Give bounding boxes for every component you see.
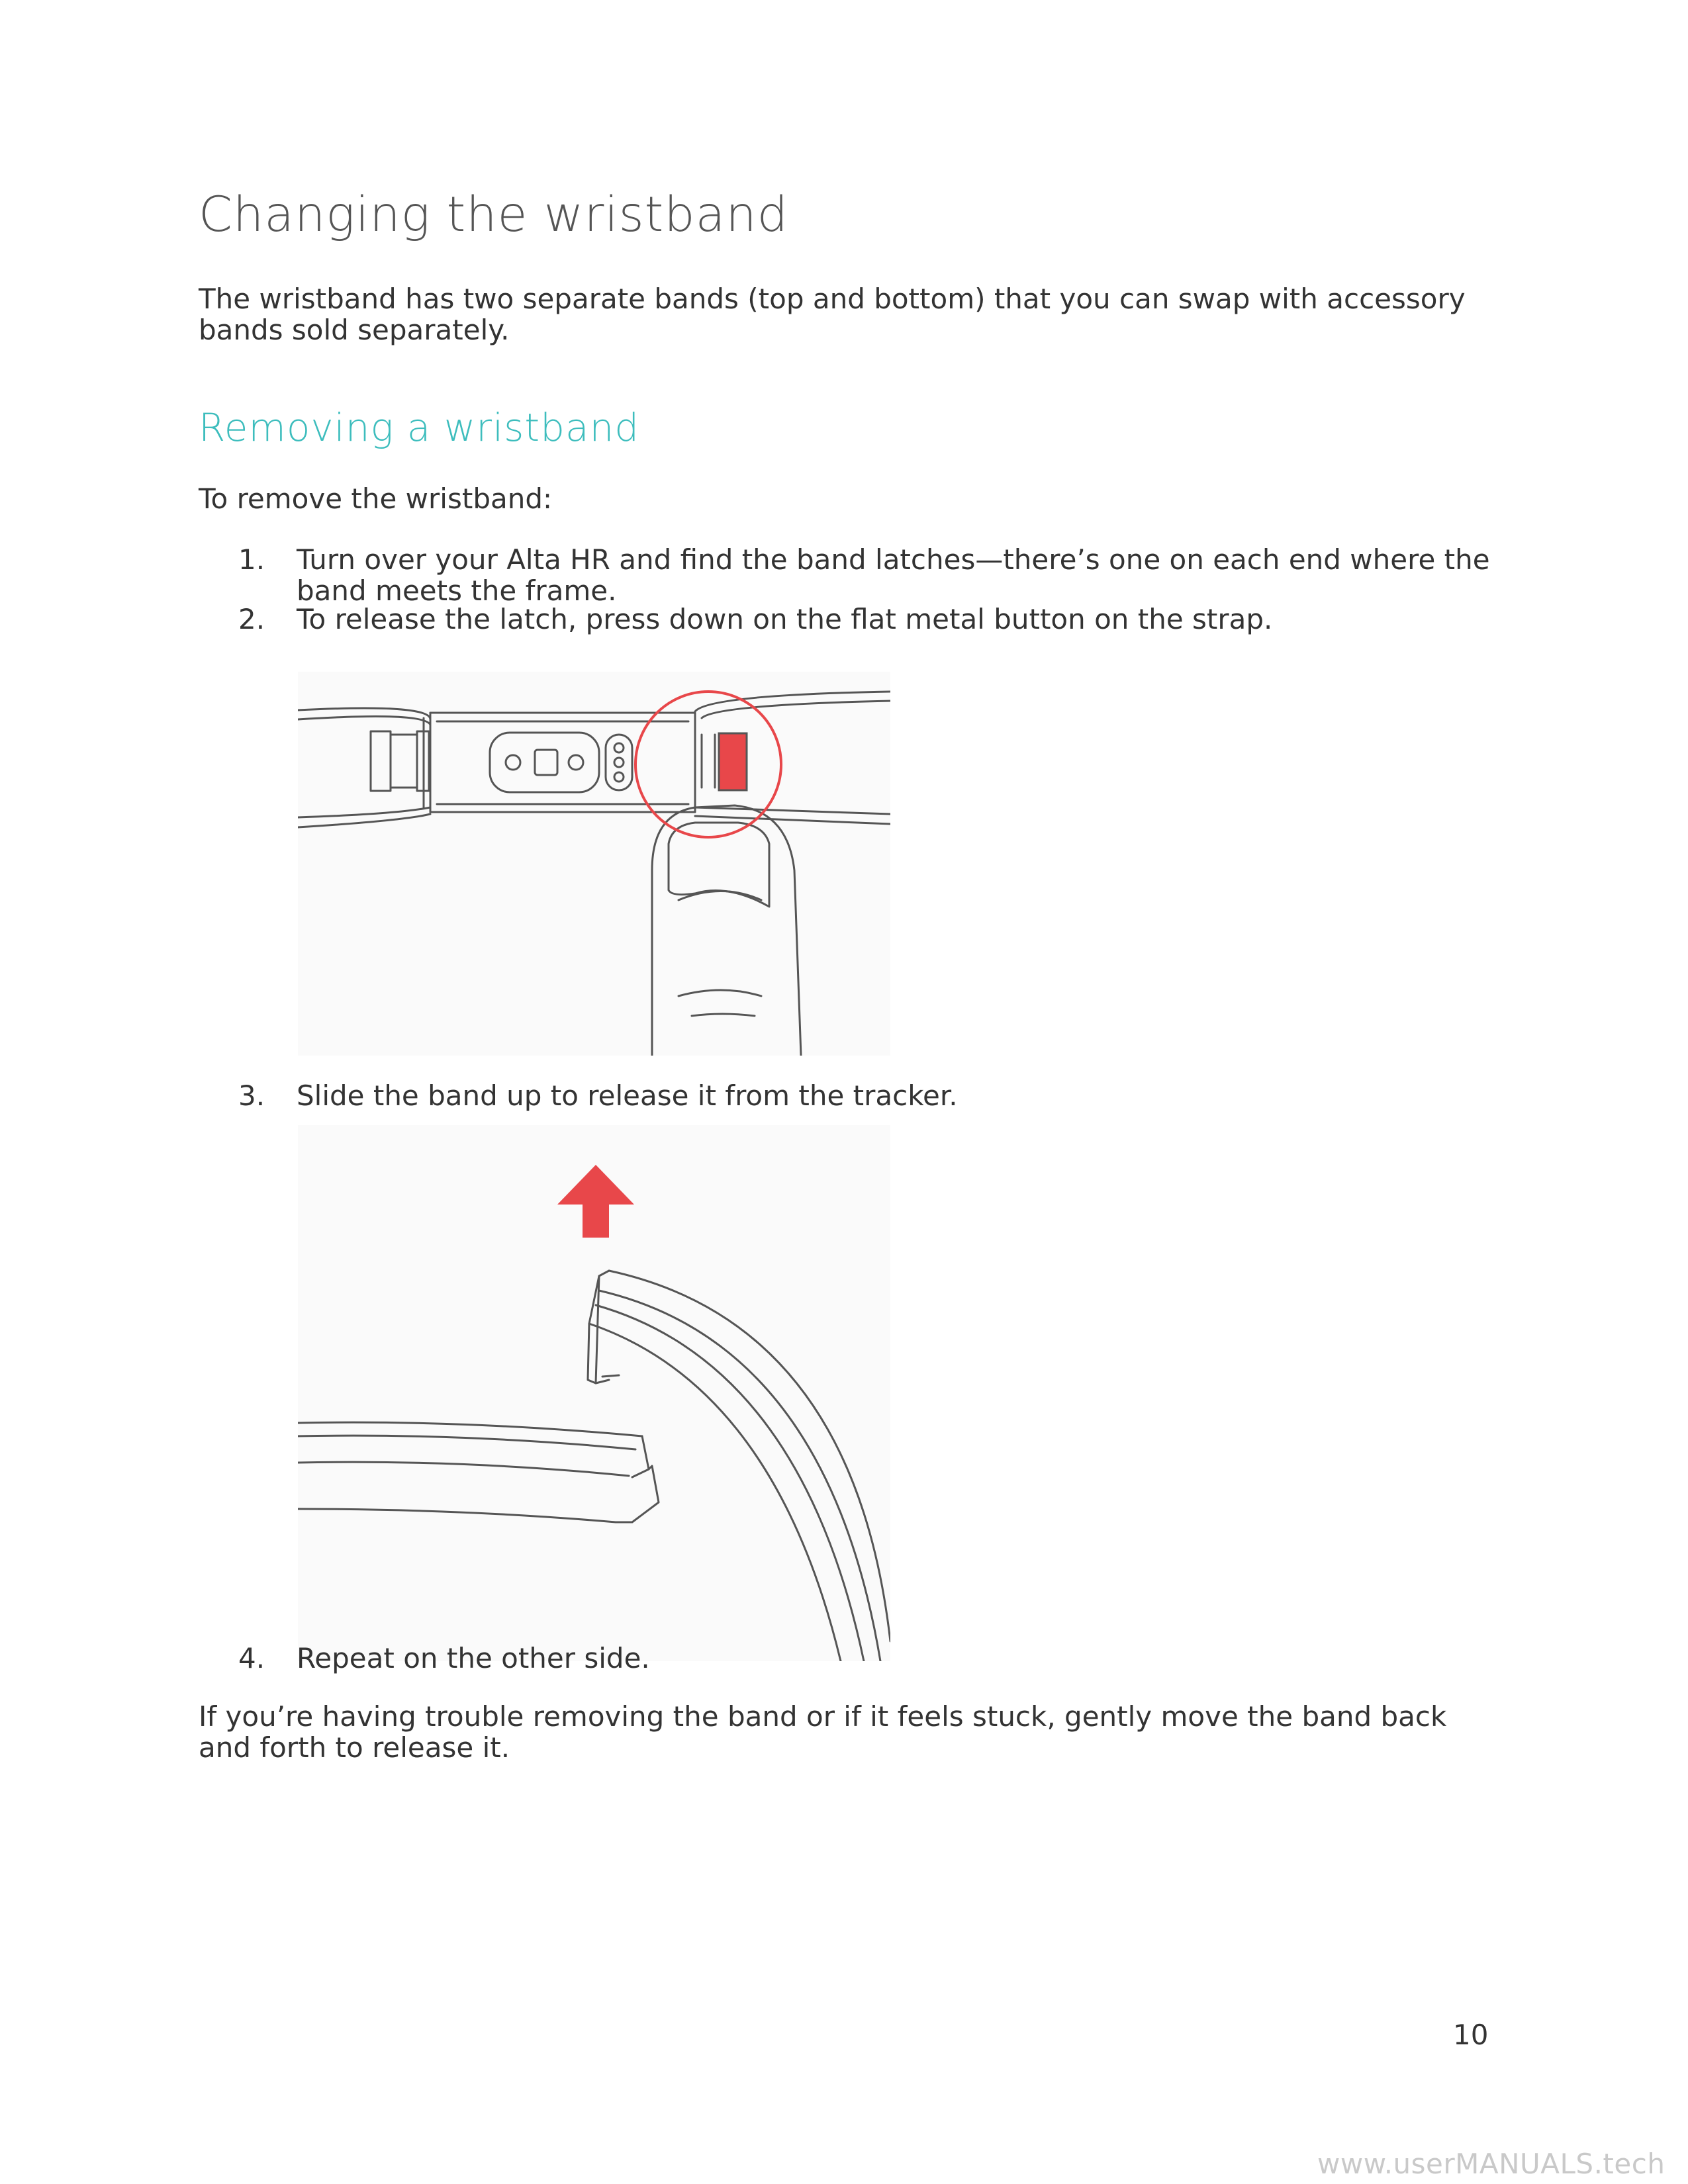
arrow-up-icon [557,1165,634,1238]
latch-illustration [298,672,890,1056]
slide-band-illustration [298,1125,890,1661]
step-1 [238,544,1496,606]
section-title: Removing a wristband [199,405,640,450]
step-number: 3. [238,1079,265,1112]
slide-band-diagram [298,1125,890,1661]
step-number: 4. [238,1642,265,1674]
intro-paragraph: The wristband has two separate bands (top and bottom) that you can swap with accessory bands sold separately. [199,283,1466,346]
step-number: 1. [238,543,265,576]
step-text: Slide the band up to release it from the tracker. [297,1079,958,1112]
watermark: www.userMANUALS.tech [1317,2148,1665,2180]
page-number: 10 [1453,2019,1489,2051]
latch-diagram [298,672,890,1056]
step-number: 2. [238,603,265,635]
page-title: Changing the wristband [199,187,788,243]
steps-lead: To remove the wristband: [199,482,553,515]
step-text: Repeat on the other side. [297,1642,650,1674]
troubleshooting-note: If you’re having trouble removing the band or if it feels stuck, gently move the band back and forth to release it. [199,1700,1447,1764]
step-text: To release the latch, press down on the flat metal button on the strap. [297,603,1273,635]
step-text: Turn over your Alta HR and find the band latches—there’s one on each end where the band meets the frame. [297,543,1490,607]
